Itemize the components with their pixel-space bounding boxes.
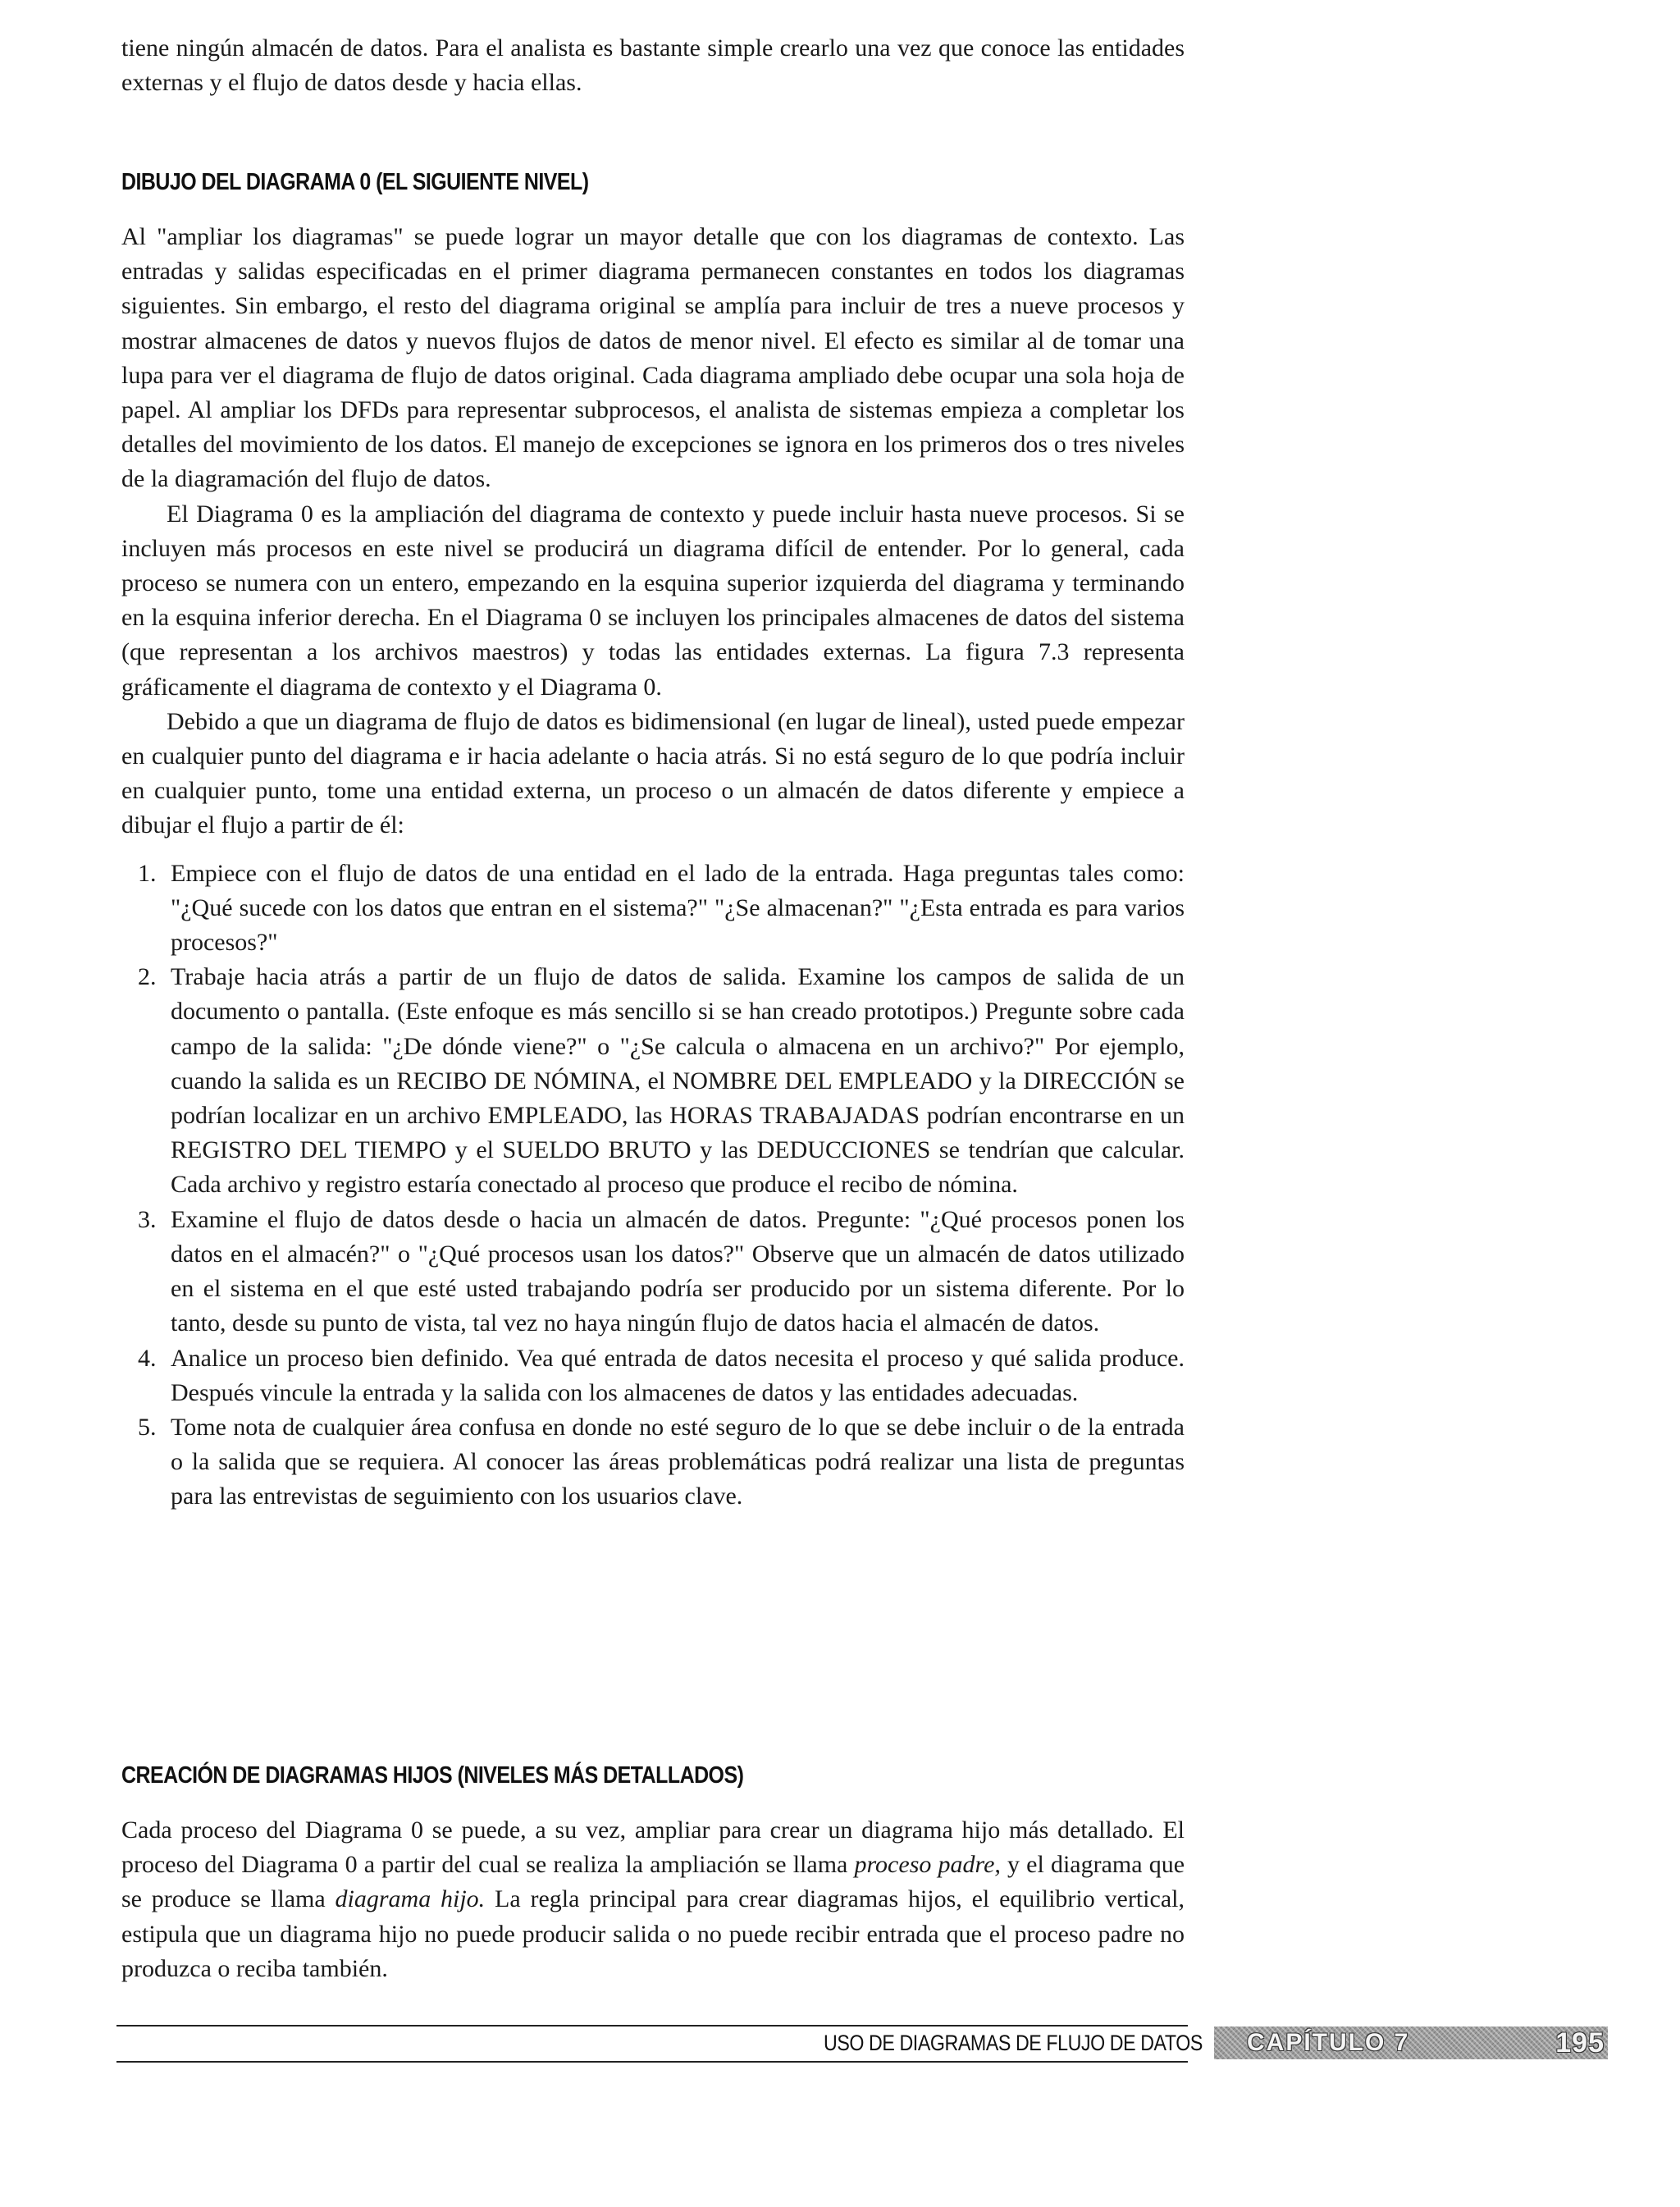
list-item-number: 5. <box>138 1413 157 1441</box>
footer-rule-bottom <box>116 2061 1188 2063</box>
chapter-banner <box>1214 2027 1608 2059</box>
list-item <box>121 1341 1185 1410</box>
section-1-paragraph-3: Debido a que un diagrama de flujo de datos es bidimensional (en lugar de lineal), usted puede empezar en cualquier punto del diagrama e ir hacia adelante o hacia atrás. Si no está seguro de lo que podría incluir en cualquier punto, tome una entidad externa, un proceso o un almacén de datos diferente y empiece a dibujar el flujo a partir de él: <box>121 707 1185 839</box>
intro-block <box>121 31 1185 100</box>
term-diagrama-hijo: diagrama hijo. <box>335 1885 486 1913</box>
list-item <box>121 1203 1185 1341</box>
intro-paragraph: tiene ningún almacén de datos. Para el analista es bastante simple crearlo una vez que conoce las entidades externas y el flujo de datos desde y hacia ellas. <box>121 34 1185 97</box>
section-2-heading: CREACIÓN DE DIAGRAMAS HIJOS (NIVELES MÁS DETALLADOS) <box>121 1762 744 1789</box>
chapter-label: CAPÍTULO 7 <box>1247 2029 1410 2056</box>
list-item <box>121 857 1185 961</box>
section-1-heading: DIBUJO DEL DIAGRAMA 0 (EL SIGUIENTE NIVEL) <box>121 169 589 195</box>
section-2-paragraph-1 <box>121 1813 1185 1986</box>
section-2-heading-block <box>121 1762 1185 1795</box>
list-item-number: 3. <box>138 1205 157 1233</box>
section-2-text-c: La regla principal para crear diagramas hijos, el equilibrio vertical, estipula que un diagrama hijo no puede producir salida o no puede recibir entrada que el proceso padre no produzca o reciba también. <box>121 1885 1185 1982</box>
section-2-text-b: y el diagrama que se produce se llama <box>121 1851 1185 1913</box>
list-item-text: Examine el flujo de datos desde o hacia un almacén de datos. Pregunte: "¿Qué procesos ponen los datos en el almacén?" o "¿Qué procesos usan los datos?" Observe que un almacén de datos utilizado en el sistema en el que esté usted trabajando podría ser producido por un sistema diferente. Por lo tanto, desde su punto de vista, tal vez no haya ningún flujo de datos hacia el almacén de datos. <box>171 1205 1185 1337</box>
section-1-heading-block <box>121 169 1185 202</box>
section-1-body <box>121 220 1185 1515</box>
list-item-text: Trabaje hacia atrás a partir de un flujo de datos de salida. Examine los campos de salida de un documento o pantalla. (Este enfoque es más sencillo si se han creado prototipos.) Pregunte sobre cada campo de la salida: "¿De dónde viene?" o "¿Se calcula o almacena en un archivo?" Por ejemplo, cuando la salida es un RECIBO DE NÓMINA, el NOMBRE DEL EMPLEADO y la DIRECCIÓN se podrían localizar en un archivo EMPLEADO, las HORAS TRABAJADAS podrían encontrarse en un REGISTRO DEL TIEMPO y el SUELDO BRUTO y las DEDUCCIONES se tendrían que calcular. Cada archivo y registro estaría conectado al proceso que produce el recibo de nómina. <box>171 963 1185 1199</box>
list-item-text: Analice un proceso bien definido. Vea qué entrada de datos necesita el proceso y qué salida produce. Después vincule la entrada y la salida con los almacenes de datos y las entidades adecuadas. <box>171 1344 1185 1406</box>
list-item <box>121 1410 1185 1515</box>
term-proceso-padre: proceso padre, <box>854 1851 1001 1879</box>
list-item-number: 2. <box>138 963 157 991</box>
list-item-number: 4. <box>138 1344 157 1372</box>
section-1-paragraph-1: Al "ampliar los diagramas" se puede lograr un mayor detalle que con los diagramas de contexto. Las entradas y salidas especificadas en el primer diagrama permanecen constantes en todos los diagramas siguientes. Sin embargo, el resto del diagrama original se amplía para incluir de tres a nueve procesos y mostrar almacenes de datos y nuevos flujos de datos de menor nivel. El efecto es similar al de tomar una lupa para ver el diagrama de flujo de datos original. Cada diagrama ampliado debe ocupar una sola hoja de papel. Al ampliar los DFDs para representar subprocesos, el analista de sistemas empieza a completar los detalles del movimiento de los datos. El manejo de excepciones se ignora en los primeros dos o tres niveles de la diagramación del flujo de datos. <box>121 223 1185 493</box>
list-item <box>121 960 1185 1202</box>
page-number: 195 <box>1555 2027 1605 2058</box>
list-item-text: Tome nota de cualquier área confusa en donde no esté seguro de lo que se debe incluir o de la entrada o la salida que se requiera. Al conocer las áreas problemáticas podrá realizar una lista de preguntas para las entrevistas de seguimiento con los usuarios clave. <box>171 1413 1185 1510</box>
section-1-paragraph-2: El Diagrama 0 es la ampliación del diagrama de contexto y puede incluir hasta nueve procesos. Si se incluyen más procesos en este nivel se producirá un diagrama difícil de entender. Por lo general, cada proceso se numera con un entero, empezando en la esquina superior izquierda del diagrama y terminando en la esquina inferior derecha. En el Diagrama 0 se incluyen los principales almacenes de datos del sistema (que representan a los archivos maestros) y todas las entidades externas. La figura 7.3 representa gráficamente el diagrama de contexto y el Diagrama 0. <box>121 500 1185 701</box>
section-2-text-a: Cada proceso del Diagrama 0 se puede, a su vez, ampliar para crear un diagrama hijo más detallado. El proceso del Diagrama 0 a partir del cual se realiza la ampliación se llama <box>121 1816 1185 1879</box>
list-item-text: Empiece con el flujo de datos de una entidad en el lado de la entrada. Haga preguntas tales como: "¿Qué sucede con los datos que entran en el sistema?" "¿Se almacenan?" "¿Esta entrada es para varios procesos?" <box>171 859 1185 957</box>
steps-list <box>121 857 1185 1515</box>
running-footer-title: USO DE DIAGRAMAS DE FLUJO DE DATOS <box>824 2031 1203 2055</box>
section-2-body <box>121 1813 1185 1986</box>
list-item-number: 1. <box>138 859 157 887</box>
